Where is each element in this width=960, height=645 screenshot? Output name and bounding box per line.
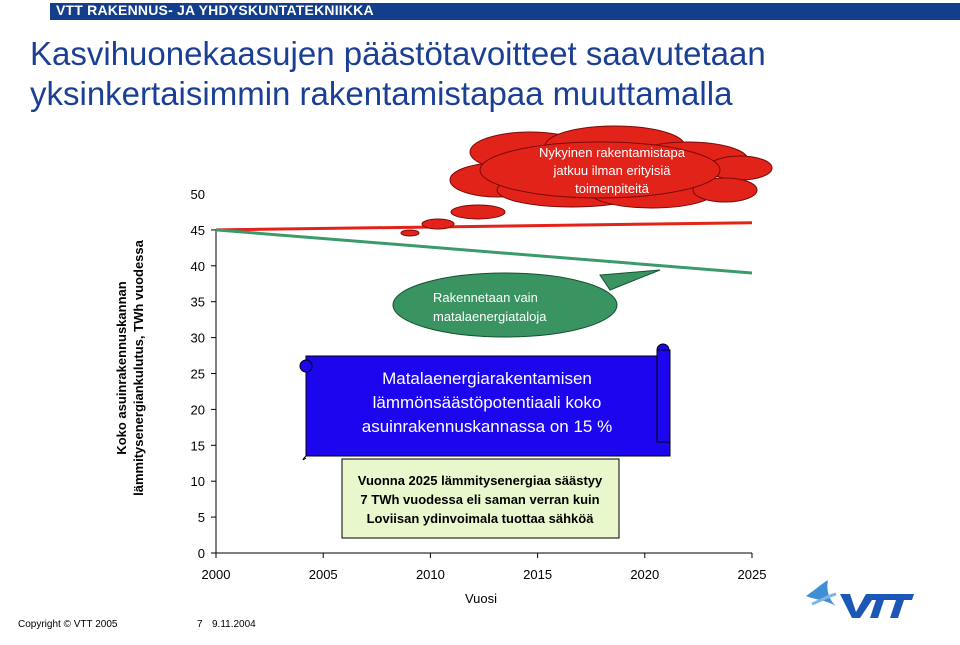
x-tick-label: 2000 (201, 567, 231, 582)
y-tick-label: 40 (190, 258, 205, 274)
scroll-text: Matalaenergiarakentamisen (382, 369, 592, 388)
y-tick-label: 15 (190, 438, 205, 454)
x-tick-label: 2020 (630, 567, 660, 582)
logo-swoosh (806, 580, 836, 606)
y-axis-label-line1: Koko asuinrakennuskannan (114, 281, 129, 455)
series-line-current (216, 223, 752, 230)
note-text: Vuonna 2025 lämmitysenergiaa säästyy (357, 473, 603, 488)
vtt-logo (806, 580, 914, 618)
x-tick-label: 2010 (415, 567, 445, 582)
y-tick-label: 25 (190, 366, 205, 382)
red-cloud-text: toimenpiteitä (575, 181, 649, 196)
cloud-bubble-small (401, 230, 419, 236)
y-tick-label: 35 (190, 294, 205, 310)
y-axis-label (114, 239, 146, 495)
page-title-line2: yksinkertaisimmin rakentamistapaa muuttamalla (30, 75, 733, 112)
x-axis-label: Vuosi (464, 591, 498, 606)
series-line-low-energy (216, 230, 752, 273)
red-cloud-text: Nykyinen rakentamistapa (539, 145, 685, 160)
y-tick-label: 45 (190, 222, 205, 238)
green-callout-text: matalaenergiataloja (433, 309, 547, 324)
y-tick-label: 30 (190, 330, 205, 346)
cloud-bubble-large (451, 205, 505, 219)
y-tick-label: 0 (197, 546, 205, 561)
cloud-bubble-medium (422, 219, 454, 229)
y-tick-label: 20 (190, 402, 205, 418)
y-tick-label: 5 (197, 510, 205, 526)
scroll-text: asuinrakennuskannassa on 15 % (361, 417, 613, 436)
footer-page-number: 7 (197, 619, 203, 630)
y-tick-label: 50 (190, 187, 205, 202)
footer-copyright: Copyright © VTT 2005 (18, 619, 118, 630)
x-tick-label: 2005 (308, 567, 338, 582)
green-callout-body (393, 273, 617, 337)
green-callout-pointer (600, 270, 660, 290)
x-tick-label: 2025 (737, 567, 767, 582)
header-bar-text: VTT RAKENNUS- JA YHDYSKUNTATEKNIIKKA (56, 2, 374, 18)
scroll-right-edge (657, 350, 670, 442)
page-title-line1: Kasvihuonekaasujen päästötavoitteet saavutetaan (30, 35, 766, 72)
scroll-text: lämmönsäästöpotentiaali koko (372, 393, 602, 412)
note-text: 7 TWh vuodessa eli saman verran kuin (360, 492, 600, 507)
green-callout-text: Rakennetaan vain (433, 290, 538, 305)
y-axis-label-line2: lämmitysenergiankulutus, TWh vuodessa (131, 240, 146, 496)
x-tick-label: 2015 (523, 567, 553, 582)
red-cloud-text: jatkuu ilman erityisiä (553, 163, 671, 178)
footer-date: 9.11.2004 (212, 619, 256, 630)
y-tick-label: 10 (190, 474, 205, 490)
note-text: Loviisan ydinvoimala tuottaa sähköä (366, 511, 594, 526)
scroll-left-roll (300, 360, 312, 372)
logo-letter-t2 (888, 594, 914, 618)
